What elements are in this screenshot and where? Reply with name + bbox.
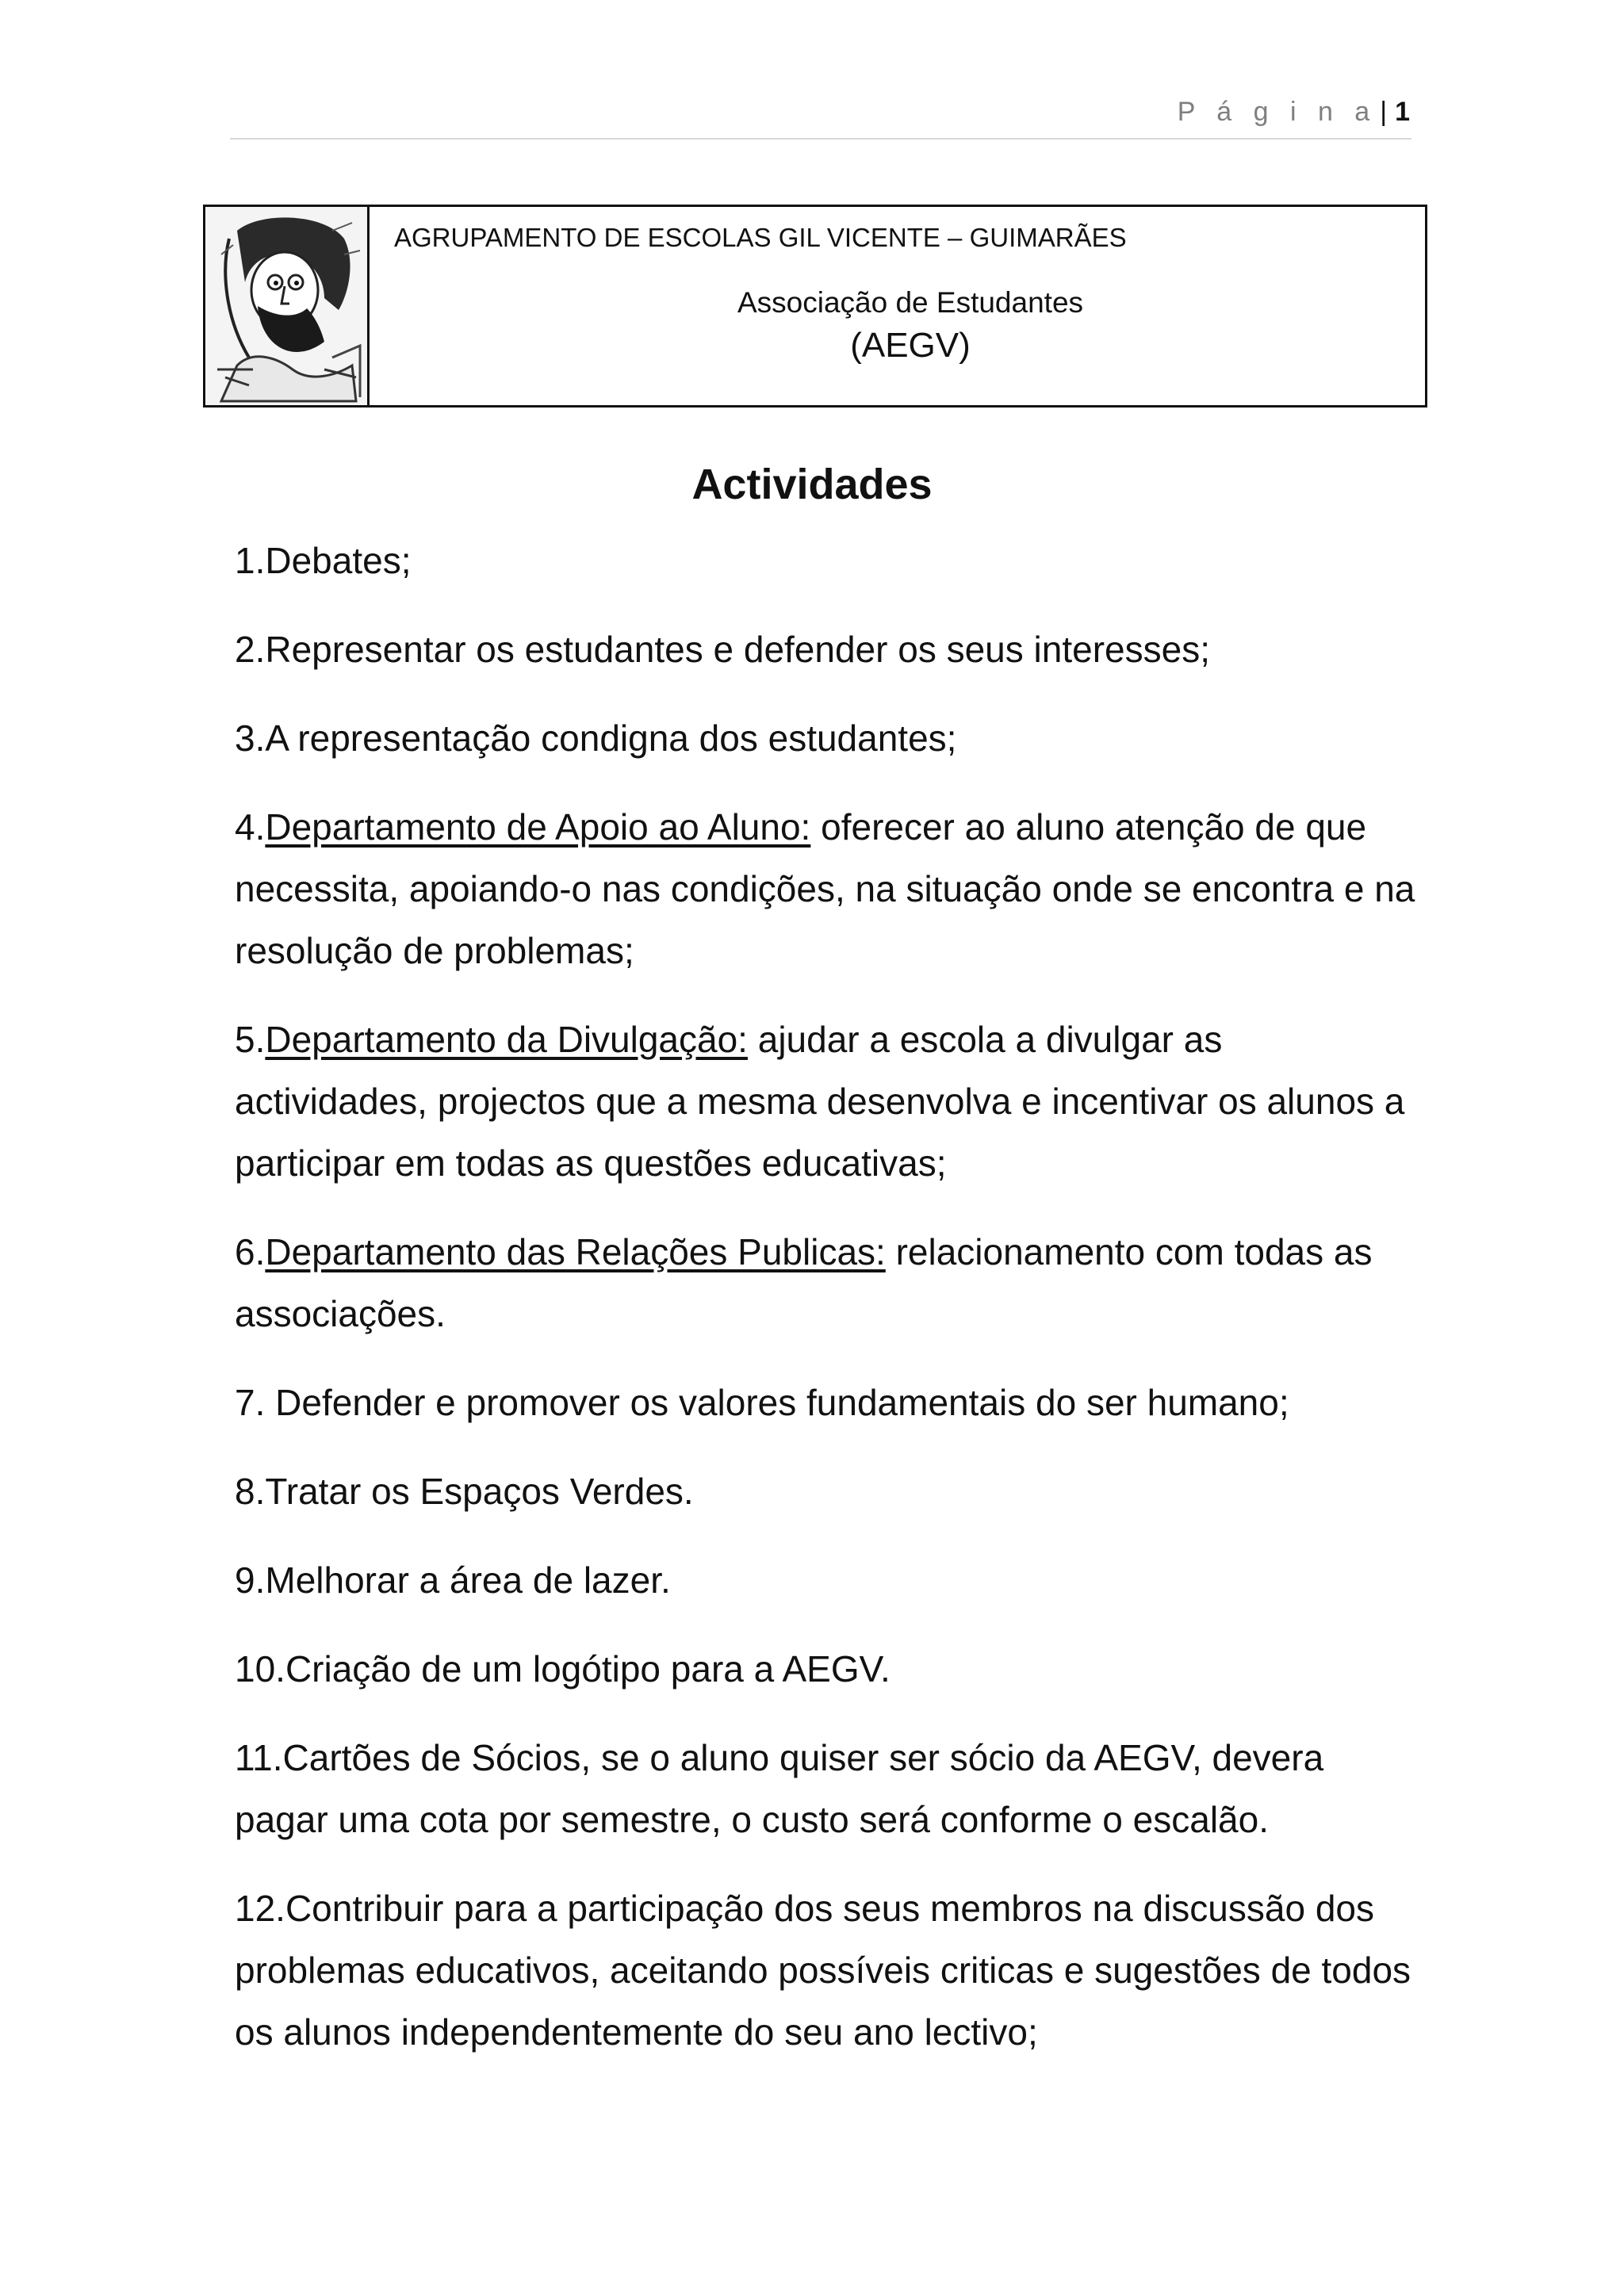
activity-item xyxy=(235,1638,1424,1700)
page-number: 1 xyxy=(1395,97,1410,127)
page-separator: | xyxy=(1380,97,1388,127)
association-name: Associação de Estudantes xyxy=(737,286,1084,319)
activity-department: Departamento das Relações Publicas: xyxy=(265,1231,886,1272)
activity-number: 1. xyxy=(235,540,266,581)
association-acronym: (AEGV) xyxy=(850,326,971,365)
school-name: AGRUPAMENTO DE ESCOLAS GIL VICENTE – GUIMARÃES xyxy=(394,223,1127,252)
activities-list xyxy=(235,530,1424,2090)
activity-text: relacionamento com todas as associações. xyxy=(235,1231,1373,1334)
activity-text: oferecer ao aluno atenção de que necessita, apoiando-o nas condições, na situação onde se encontra e na resolução de problemas; xyxy=(235,806,1415,971)
letterhead-box xyxy=(203,205,1427,408)
activity-item xyxy=(235,1460,1424,1522)
section-title: Actividades xyxy=(691,461,933,508)
activity-department: Departamento de Apoio ao Aluno: xyxy=(265,806,811,848)
activity-number: 9. xyxy=(235,1559,266,1601)
activity-text: A representação condigna dos estudantes; xyxy=(265,718,957,759)
activity-item xyxy=(235,1727,1424,1850)
activity-number: 10. xyxy=(235,1648,285,1689)
activity-item xyxy=(235,530,1424,591)
activity-item xyxy=(235,796,1424,982)
activity-text: Cartões de Sócios, se o aluno quiser ser sócio da AEGV, devera pagar uma cota por semestre, o custo será conforme o escalão. xyxy=(235,1737,1324,1840)
activity-text: Melhorar a área de lazer. xyxy=(265,1559,671,1601)
activity-text: Debates; xyxy=(265,540,412,581)
activity-number: 12. xyxy=(235,1888,285,1929)
activity-text: Defender e promover os valores fundamentais do ser humano; xyxy=(275,1382,1289,1423)
activity-text: ajudar a escola a divulgar as actividades, projectos que a mesma desenvolva e incentivar os alunos a participar em todas as questões educativas; xyxy=(235,1019,1405,1184)
activity-number: 4. xyxy=(235,806,266,848)
activity-item xyxy=(235,618,1424,680)
activity-number: 8. xyxy=(235,1471,266,1512)
activity-item xyxy=(235,1372,1424,1433)
activity-text: Contribuir para a participação dos seus membros na discussão dos problemas educativos, aceitando possíveis criticas e sugestões de todos os alunos independentemente do seu ano lectivo; xyxy=(235,1888,1411,2053)
activity-item xyxy=(235,1877,1424,2063)
activity-item xyxy=(235,707,1424,769)
activity-number: 11. xyxy=(235,1737,283,1778)
page-header xyxy=(230,94,1411,140)
activity-item xyxy=(235,1008,1424,1194)
caricature-portrait-logo-icon xyxy=(205,207,370,405)
activity-text: Tratar os Espaços Verdes. xyxy=(265,1471,694,1512)
activity-item xyxy=(235,1221,1424,1345)
activity-number: 2. xyxy=(235,629,266,670)
activity-text: Representar os estudantes e defender os seus interesses; xyxy=(265,629,1210,670)
activity-number: 7. xyxy=(235,1382,276,1423)
activity-text: Criação de um logótipo para a AEGV. xyxy=(285,1648,891,1689)
activity-number: 3. xyxy=(235,718,266,759)
page-label: P á g i n a xyxy=(1177,97,1377,127)
activity-number: 5. xyxy=(235,1019,266,1060)
page-number-label xyxy=(1178,97,1410,128)
activity-department: Departamento da Divulgação: xyxy=(265,1019,748,1060)
activity-number: 6. xyxy=(235,1231,266,1272)
activity-item xyxy=(235,1549,1424,1611)
